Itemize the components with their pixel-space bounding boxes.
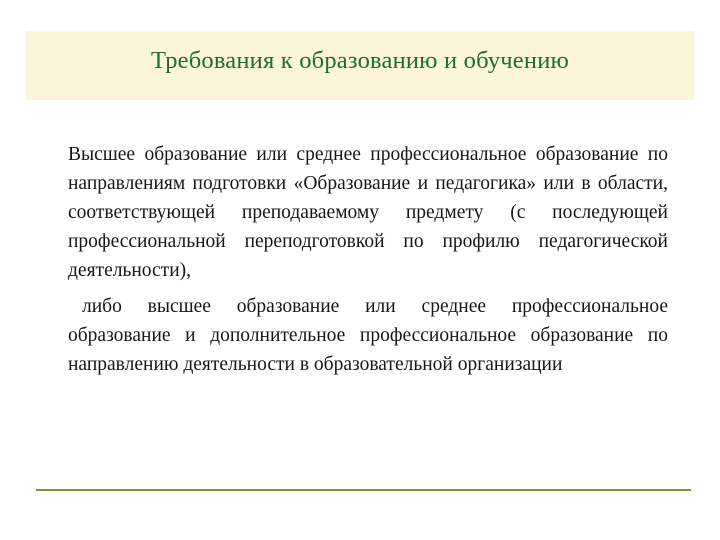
- page-title: Требования к образованию и обучению: [150, 47, 570, 74]
- slide-body: [68, 140, 668, 379]
- body-paragraph-2: либо высшее образование или среднее профессиональное образование и дополнительное профессиональное образование по направлению деятельности в образовательной организации: [68, 296, 668, 375]
- footer-divider: [36, 489, 691, 491]
- body-paragraph-1: Высшее образование или среднее профессиональное образование по направлениям подготовки «Образование и педагогика» или в области, соответствующей преподаваемому предмету (с последующей профессиональной переподготовкой по профилю педагогической деятельности),: [68, 144, 668, 281]
